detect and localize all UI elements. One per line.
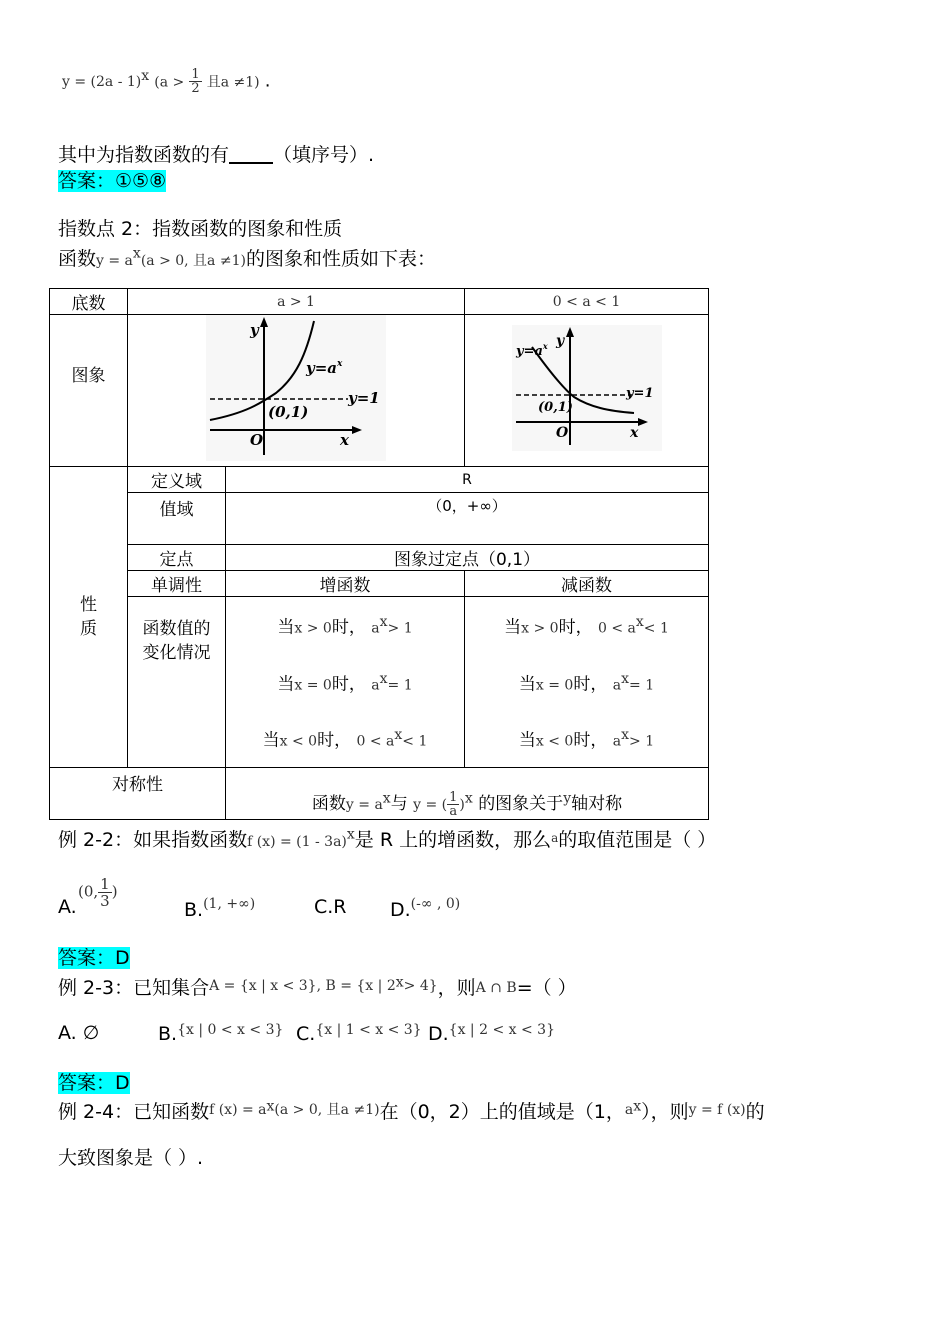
domain-label: 定义域 xyxy=(128,467,226,493)
ex23-sup: x xyxy=(395,974,404,991)
answer-3-text: 答案：D xyxy=(58,1072,130,1094)
question-text-after: （填序号）. xyxy=(273,144,375,166)
mono-inc: 增函数 xyxy=(226,571,465,597)
intro-post: 的图象和性质如下表： xyxy=(245,248,436,270)
intro-formula: y = a xyxy=(96,253,133,269)
range-label: 值域 xyxy=(128,493,226,545)
change-col-1-row: 当x > 0时， $a^x> 1$ xyxy=(277,614,413,638)
ex22-optD[interactable]: D.$^{(-\infty , 0)}$ xyxy=(390,896,461,921)
sym-post: 的图象关于 xyxy=(478,794,564,815)
ex22-text3: 的取值范围是（ ） xyxy=(558,829,717,851)
ex22-optB[interactable]: B.$^{(1, +\infty)}$ xyxy=(184,896,256,921)
graph-2-y-label: y xyxy=(555,333,564,349)
sym-f1: y = a xyxy=(345,797,383,814)
sym-pre: 函数 xyxy=(311,794,346,815)
graph-1-x-label: x xyxy=(340,431,349,449)
ex23-text2: ，则 xyxy=(437,977,476,999)
sym-f2-lhs: y = ( xyxy=(413,797,448,814)
question-line xyxy=(58,140,374,167)
graph-2-line-label: y=1 xyxy=(625,386,654,401)
graph-1-origin: O xyxy=(250,431,264,449)
top-formula-cond-pre: (a > xyxy=(154,74,185,91)
top-formula-lhs: y = (2a - 1) xyxy=(62,73,142,90)
section-title: 指数点 2：指数函数的图象和性质 xyxy=(58,218,343,240)
ex22-formula: f (x) = (1 - 3a) xyxy=(247,834,347,850)
graph-2-x-label: x xyxy=(629,425,638,441)
change-col-2-row: 当x > 0时， $0 < a^x< 1$ xyxy=(504,614,669,638)
change-col-2-row: 当x = 0时， $a^x= 1$ xyxy=(518,670,655,695)
ex23-text1: 例 2-3：已知集合 xyxy=(58,977,210,999)
ex24-text3: ），则 xyxy=(641,1101,689,1123)
graph-2 xyxy=(512,325,662,451)
ex24-line2: 大致图象是（ ）. xyxy=(58,1147,204,1169)
ex24-text1: 例 2-4：已知函数 xyxy=(58,1101,210,1123)
top-formula xyxy=(62,68,270,108)
intro-sup: x xyxy=(132,245,141,262)
ex23-cap: A ∩ B xyxy=(475,980,517,996)
ex24-formula: f (x) = a xyxy=(209,1102,267,1118)
ex23-optD[interactable]: D.$^{\{x | 2 < x < 3\}}$ xyxy=(428,1022,555,1045)
ex24-formula2: y = f (x) xyxy=(688,1102,746,1118)
intro-cond: (a > 0, 且a ≠1) xyxy=(140,253,246,269)
question-text-before: 其中为指数函数的有 xyxy=(58,144,230,166)
ex23-options xyxy=(58,1020,758,1050)
ex24-res: a xyxy=(624,1102,634,1118)
mono-label: 单调性 xyxy=(128,571,226,597)
ex22-sup: x xyxy=(346,826,355,843)
frac-den: 2 xyxy=(191,81,200,97)
ex24-text4: 的 xyxy=(745,1101,765,1123)
ex24-text2: 在（0，2）上的值域是（1， xyxy=(379,1101,625,1123)
graph-2-origin: O xyxy=(555,425,568,441)
change-col-1-lines xyxy=(226,597,464,767)
change-col-1-row: 当x = 0时， $a^x= 1$ xyxy=(277,670,413,695)
ex24-cond: (a > 0, 且a ≠1) xyxy=(274,1102,380,1118)
graph-2-cell xyxy=(465,315,709,467)
graph-2-point-label: (0,1) xyxy=(537,400,573,415)
change-col-1 xyxy=(226,597,465,768)
ex22-optA-value: (0, $\frac{1}{3}$ ) xyxy=(78,875,118,910)
properties-table xyxy=(49,288,709,820)
answer-blank[interactable] xyxy=(229,144,273,164)
graph-label: 图象 xyxy=(50,315,128,467)
ex23-text3: =（ ） xyxy=(516,977,577,999)
ex22-optA[interactable]: A. xyxy=(58,896,77,918)
top-formula-sup: x xyxy=(141,68,150,84)
change-col-2-row: 当x < 0时， $a^x> 1$ xyxy=(518,727,655,751)
ex23-formula: A = {x | x < 3}, B = {x | 2 xyxy=(209,978,396,994)
change-col-1-row: 当x < 0时， $0 < a^x< 1$ xyxy=(262,727,428,751)
ex23-optC[interactable]: C.$^{\{x | 1 < x < 3\}}$ xyxy=(296,1022,422,1045)
domain-value: R xyxy=(226,467,709,493)
intro-line xyxy=(58,244,436,271)
col2-head: 0 < a < 1 xyxy=(465,289,709,315)
ex22-question xyxy=(58,825,716,852)
sym-f2-rhs: ) xyxy=(459,797,465,814)
top-formula-cond-post: 且a ≠1) xyxy=(206,74,260,91)
answer-2 xyxy=(58,943,130,970)
ex22-text2: 是 R 上的增函数，那么 xyxy=(354,829,552,851)
ex22-var: a xyxy=(551,831,559,845)
sym-tail: 轴对称 xyxy=(571,794,623,815)
change-label: 函数值的 变化情况 xyxy=(128,597,226,768)
answer-2-text: 答案：D xyxy=(58,947,130,969)
ex23-optA[interactable]: A. ∅ xyxy=(58,1022,100,1044)
intro-pre: 函数 xyxy=(58,248,97,270)
ex24-res-sup: x xyxy=(633,1098,642,1115)
base-label: 底数 xyxy=(50,289,128,315)
fixed-label: 定点 xyxy=(128,545,226,571)
answer-1 xyxy=(58,166,166,193)
top-formula-dot: . xyxy=(264,70,271,92)
answer-3 xyxy=(58,1068,130,1095)
frac-num: 1 xyxy=(191,67,200,83)
sym-f2-frac: $\frac{1}{a}$ xyxy=(449,789,458,819)
sym-mid: 与 xyxy=(390,794,408,815)
answer-1-text: 答案：①⑤⑧ xyxy=(58,170,167,192)
graph-1-bg xyxy=(206,315,386,461)
ex23-question xyxy=(58,973,577,1000)
sym-label: 对称性 xyxy=(50,767,226,819)
graph-1 xyxy=(206,315,386,461)
graph-1-point-label: (0,1) xyxy=(268,403,309,421)
ex22-text1: 例 2-2：如果指数函数 xyxy=(58,829,248,851)
ex22-optC[interactable]: C.R xyxy=(314,896,347,918)
graph-1-y-label: y xyxy=(250,321,259,339)
mono-dec: 减函数 xyxy=(465,571,709,597)
sym-axis: y xyxy=(563,790,572,807)
graph-2-curve-label: $y=a^x$ xyxy=(515,341,548,359)
sym-f1-sup: x xyxy=(382,790,391,807)
ex23-formula-end: > 4} xyxy=(403,978,438,994)
top-formula-frac xyxy=(189,68,201,95)
sym-value xyxy=(226,767,709,819)
graph-1-cell xyxy=(128,315,465,467)
ex24-question xyxy=(58,1097,765,1124)
ex23-optB[interactable]: B.$^{\{x | 0 < x < 3\}}$ xyxy=(158,1022,284,1045)
col1-head: a > 1 xyxy=(128,289,465,315)
graph-1-line-label: y=1 xyxy=(348,389,380,407)
change-col-2-lines xyxy=(465,597,708,767)
range-value: （0，+∞） xyxy=(226,493,709,545)
sym-f2-sup: x xyxy=(464,790,473,807)
props-label: 性 质 xyxy=(50,467,128,768)
graph-1-curve-label: $y=a^x$ xyxy=(306,359,343,377)
ex24-sup: x xyxy=(266,1098,275,1115)
change-col-2 xyxy=(465,597,709,768)
fixed-value: 图象过定点（0,1） xyxy=(226,545,709,571)
